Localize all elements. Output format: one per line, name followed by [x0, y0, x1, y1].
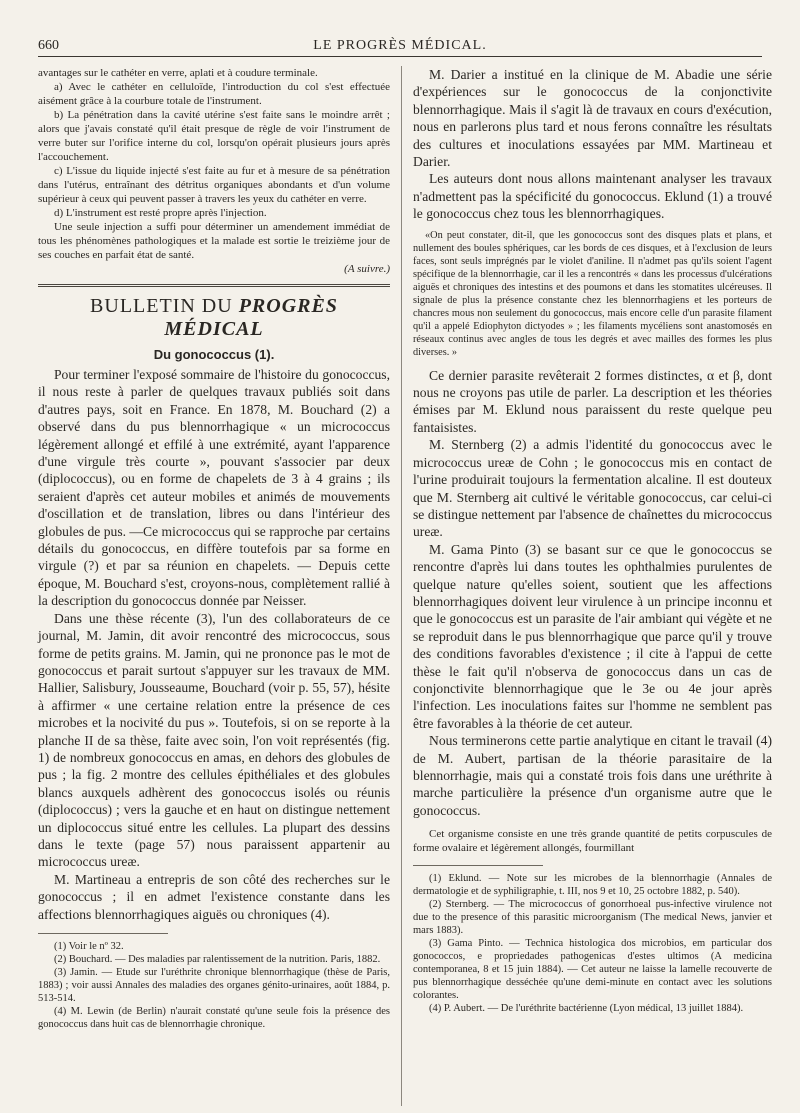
footnote: (4) M. Lewin (de Berlin) n'aurait constaté qu'une seule fois la présence des gonococcus dans huit cas de blennorrhagie chronique.	[38, 1006, 390, 1030]
section-rule	[38, 284, 390, 287]
paragraph: Les auteurs dont nous allons maintenant analyser les travaux n'admettent pas la spécificité du gonococcus. Eklund (1) a trouvé le gonococcus chez tous les blennorrhagiques.	[413, 171, 772, 222]
footnote: (4) P. Aubert. — De l'uréthrite bactérienne (Lyon médical, 13 juillet 1884).	[429, 1003, 744, 1015]
page-number: 660	[38, 38, 59, 53]
article-title: Du gonococcus (1).	[153, 347, 275, 362]
paragraph: Cet organisme consiste en une très grande quantité de petits corpuscules de forme ovalaire et légèrement allongés, fourmillant	[413, 828, 772, 855]
footnote: (2) Sternberg. — The micrococcus of gonorrhoeal pus-infective virulence not due to the presence of this parasitic microorganism (The medical News, janvier et mars 1883).	[413, 899, 772, 937]
paragraph: c) L'issue du liquide injecté s'est faite au fur et à mesure de sa pénétration dans l'utérus, entraînant des détritus organiques abondants et d'un volume supérieur à ceux qui peuvent passer à travers les yeux du cathéter en verre.	[38, 165, 390, 205]
section-title-journal: PROGRÈS MÉDICAL	[164, 295, 338, 340]
block-quote: «On peut constater, dit-il, que les gonococcus sont des disques plats et plans, et nullement des boules sphériques, car les bords de ces disques, et à l'exclusion de leurs faces, sont seuls imprégnés par le violet d'aniline. Il n'admet pas qu'ils soient l'agent spécifique de la blennorrhagie, car il les a rencontrés « dans les processus d'ulcérations aiguës et chroniques des intestins et des poumons et dans les stomatites ulcéreuses. Il signale de plus la présence constante chez les blennorrhagiens et les porteurs de chancres mous non seulement du gonococcus, mais encore celle d'un parasite filament qu'il a appelé Ediophyton dictyodes » ; les filaments mycéliens sont anastomosés en réseaux continus avec angles de tous les degrés et avec mailles des formes les plus diverses. »	[413, 229, 772, 358]
footnote: (3) Jamin. — Etude sur l'uréthrite chronique blennorrhagique (thèse de Paris, 1883) ; voir aussi Annales des maladies des organes génito-urinaires, août 1884, p. 513-514.	[38, 967, 390, 1004]
right-column	[413, 66, 772, 1015]
paragraph: Pour terminer l'exposé sommaire de l'histoire du gonococcus, il nous reste à parler de quelques travaux publiés soit dans d'autres pays, soit en France. En 1878, M. Bouchard (2) a observé dans du pus blennorrhagique « un micrococcus légèrement allongé et effilé à une extrémité, ayant l'apparence d'une virgule très courte », pouvant s'associer par deux (diplococcus), ou en forme de chapelets de 3 à 4 grains ; ils seraient d'après cet auteur mobiles et animés de mouvements d'oscillation et de translation, libres ou dans l'intérieur des globules de pus. —Ce micrococcus qui se rapproche par certains détails du gonococcus, en diffère toutefois par sa forme en virgule (?) et par sa réunion en chapelets. — Depuis cette époque, M. Bouchard s'est, croyons-nous, complètement rallié à la description du gonococcus donnée par Neisser.	[38, 367, 390, 609]
footnote: (3) Gama Pinto. — Technica histologica dos microbios, em particular dos gonococcos, e propriedades pathogenicas d'estes ultimos (A medicina contemporanea, 8 et 15 juin 1884). — Cet auteur ne laisse la lamelle recouverte de pus blennorrhagique desséchée qu'une demi-minute en contact avec les solutions colorantes.	[413, 938, 772, 1002]
paragraph: avantages sur le cathéter en verre, aplati et à coudure terminale.	[38, 67, 318, 79]
section-title	[38, 295, 390, 341]
paragraph: M. Gama Pinto (3) se basant sur ce que le gonococcus se rencontre d'après lui dans toutes les ophthalmies purulentes de quelque nature qu'elles soient, soutient que les affections blennorrhagiques doivent leur virulence à un principe inconnu et que le gonococcus est un parasite de l'air ambiant qui végète et ne se reproduit dans le pus blennorrhagique que parce qu'il y trouve des conditions favorables d'existence ; il cite à l'appui de cette thèse le fait qu'il n'observa de gonococcus dans un cas de conjonctivite blennorrhagique que le 3e ou 4e jour après l'infection. Les inoculations faites sur l'homme ne semblent pas être favorables à la théorie de cet auteur.	[413, 541, 772, 731]
footnote-rule	[413, 865, 543, 866]
paragraph: b) La pénétration dans la cavité utérine s'est faite sans le moindre arrêt ; alors que j'avais constaté qu'il était presque de règle de voir l'instrument de verre buter sur l'orifice interne du col, lorsqu'on opérait plusieurs jours après l'accouchement.	[38, 109, 390, 163]
column-divider	[401, 66, 402, 1106]
paragraph: M. Darier a institué en la clinique de M. Abadie une série d'expériences sur le gonococcus de la conjonctivite blennorrhagique. Mais il s'agit là de travaux en cours d'exécution, nous en parlerons plus tard et nous ferons connaître les résultats des cultures et inoculations essayées par MM. Martineau et Darier.	[413, 67, 772, 170]
section-title-plain: BULLETIN DU	[90, 295, 239, 317]
paragraph: Nous terminerons cette partie analytique en citant le travail (4) de M. Aubert, partisan de la théorie parasitaire de la blennorrhagie, mais qui a constaté trois fois dans une uréthrite à marche particulière la présence d'un organisme autre que le gonococcus.	[413, 733, 772, 818]
footnote-rule	[38, 933, 168, 934]
footnote: (2) Bouchard. — Des maladies par ralentissement de la nutrition. Paris, 1882.	[54, 954, 381, 965]
left-column	[38, 66, 390, 1031]
footnote: (1) Eklund. — Note sur les microbes de la blennorrhagie (Annales de dermatologie et de syphiligraphie, t. III, nos 9 et 10, 25 octobre 1882, p. 540).	[413, 873, 772, 898]
journal-title: LE PROGRÈS MÉDICAL.	[313, 38, 487, 53]
page-header	[38, 36, 762, 57]
footnote: (1) Voir le nº 32.	[54, 941, 124, 952]
continuation-note: (A suivre.)	[344, 263, 390, 275]
paragraph: M. Sternberg (2) a admis l'identité du gonococcus avec le micrococcus ureæ de Cohn ; le gonococcus mis en contact de l'urine produirait toujours la fermentation alcaline. Il est douteux que M. Sternberg ait cultivé le véritable gonococcus, car celui-ci se distingue nettement par l'absence de chaînettes du micrococcus ureæ.	[413, 437, 772, 540]
paragraph: d) L'instrument est resté propre après l'injection.	[54, 207, 267, 219]
paragraph: a) Avec le cathéter en celluloïde, l'introduction du col s'est effectuée aisément grâce à la courbure totale de l'instrument.	[38, 81, 390, 107]
paragraph: Une seule injection a suffi pour déterminer un amendement immédiat de tous les phénomènes pathologiques et la malade est sortie le treizième jour de ses couches en parfait état de santé.	[38, 221, 390, 261]
paragraph: Ce dernier parasite revêterait 2 formes distinctes, α et β, dont nous ne croyons pas utile de parler. La description et les théories émises par M. Eklund nous paraissent du reste quelque peu fantaisistes.	[413, 367, 772, 435]
paragraph: Dans une thèse récente (3), l'un des collaborateurs de ce journal, M. Jamin, dit avoir rencontré des micrococcus, sous forme de petits grains. M. Jamin, qui ne prononce pas le mot de gonococcus et parait surtout s'appuyer sur les travaux de MM. Hallier, Salisbury, Jousseaume, Bouchard (voir p. 55, 57), hésite à affirmer « une certaine relation entre la présence de ces microbes et la nocivité du pus ». Toutefois, si on se reporte à la planche II de sa thèse, faite avec soin, l'on voit représentés (fig. 1) de nombreux gonococcus en amas, en dehors des globules de pus ; la fig. 2 montre des cellules épithéliales et des globules blancs auxquels adhèrent des gonococcus isolés ou réunis (diplococcus) ; vers la gauche et en haut on distingue nettement un diplococcus situé entre les cellules. La plupart des dessins dans le texte (page 57) nous paraissent appartenir au micrococcus ureæ.	[38, 610, 390, 870]
paragraph: M. Martineau a entrepris de son côté des recherches sur le gonococcus ; il en admet l'existence constante dans les affections blennorrhagiques aiguës ou chroniques (4).	[38, 871, 390, 922]
